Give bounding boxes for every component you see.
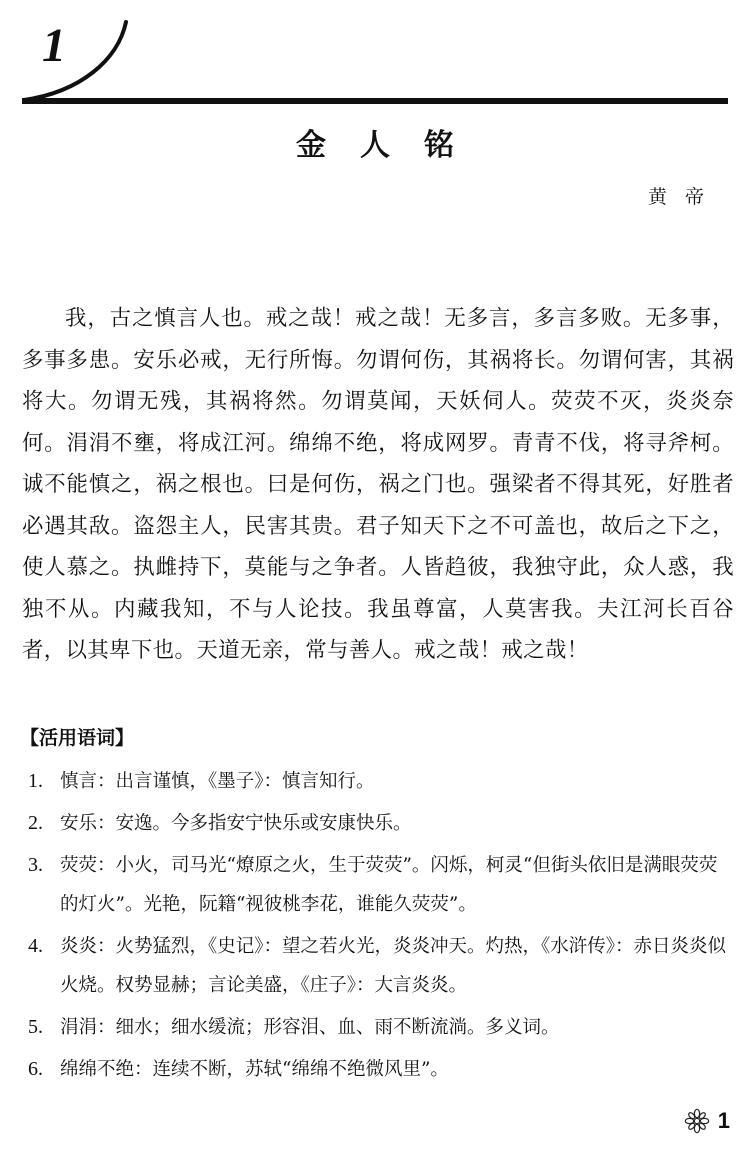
- author-name: 黄帝: [647, 186, 722, 208]
- notes-list: [28, 762, 730, 1092]
- note-content: [60, 1050, 730, 1089]
- note-item: [28, 1008, 730, 1047]
- notes-heading: 【活用语词】: [20, 727, 135, 749]
- note-number: 1.: [28, 770, 43, 792]
- note-term: 炎炎: [60, 936, 98, 957]
- note-item: [28, 762, 730, 801]
- note-number: 5.: [28, 1016, 43, 1038]
- note-number: 3.: [28, 854, 43, 876]
- note-item: [28, 1050, 730, 1089]
- chapter-arc-ornament: [0, 0, 160, 110]
- note-number: 4.: [28, 935, 43, 957]
- note-item: [28, 846, 730, 924]
- note-definition: ：小火，司马光“燎原之火，生于荧荧”。闪烁，柯灵“但街头依旧是满眼荧荧的灯火”。光艳，阮籍“视彼桃李花，谁能久荧荧”。: [60, 855, 718, 915]
- note-term: 涓涓: [60, 1017, 98, 1038]
- flower-ornament-icon: [684, 1108, 710, 1134]
- note-content: [60, 927, 730, 1005]
- chapter-number: 1: [42, 19, 66, 72]
- page-title: 金人铭: [296, 128, 488, 163]
- note-term: 绵绵不绝: [60, 1059, 135, 1080]
- body-paragraph: 我，古之慎言人也。戒之哉！戒之哉！无多言，多言多败。无多事，多事多患。安乐必戒，无行所悔。勿谓何伤，其祸将长。勿谓何害，其祸将大。勿谓无残，其祸将然。勿谓莫闻，天妖伺人。荧荧不灭，炎炎奈何。涓涓不壅，将成江河。绵绵不绝，将成网罗。青青不伐，将寻斧柯。诚不能慎之，祸之根也。曰是何伤，祸之门也。强梁者不得其死，好胜者必遇其敌。盗怨主人，民害其贵。君子知天下之不可盖也，故后之下之，使人慕之。执雌持下，莫能与之争者。人皆趋彼，我独守此，众人惑，我独不从。内藏我知，不与人论技。我虽尊富，人莫害我。夫江河长百谷者，以其卑下也。天道无亲，常与善人。戒之哉！戒之哉！: [22, 306, 734, 663]
- note-content: [60, 1008, 730, 1047]
- note-definition: ：细水；细水缓流；形容泪、血、雨不断流淌。多义词。: [97, 1017, 560, 1038]
- note-content: [60, 846, 730, 924]
- note-content: [60, 804, 730, 843]
- page-footer: [684, 1108, 730, 1134]
- note-definition: ：出言谨慎，《墨子》：慎言知行。: [97, 771, 375, 792]
- note-content: [60, 762, 730, 801]
- note-definition: ：安逸。今多指安宁快乐或安康快乐。: [97, 813, 412, 834]
- note-term: 荧荧: [60, 855, 98, 876]
- note-item: [28, 927, 730, 1005]
- chapter-header: [0, 0, 750, 110]
- note-number: 6.: [28, 1058, 43, 1080]
- note-definition: ：火势猛烈，《史记》：望之若火光，炎炎冲天。灼热，《水浒传》：赤日炎炎似火烧。权势显赫；言论美盛，《庄子》：大言炎炎。: [60, 936, 727, 996]
- note-item: [28, 804, 730, 843]
- note-term: 慎言: [60, 771, 98, 792]
- chapter-rule: [22, 98, 728, 104]
- note-number: 2.: [28, 812, 43, 834]
- note-term: 安乐: [60, 813, 98, 834]
- note-definition: ：连续不断，苏轼“绵绵不绝微风里”。: [134, 1059, 449, 1080]
- page-number: 1: [717, 1108, 730, 1133]
